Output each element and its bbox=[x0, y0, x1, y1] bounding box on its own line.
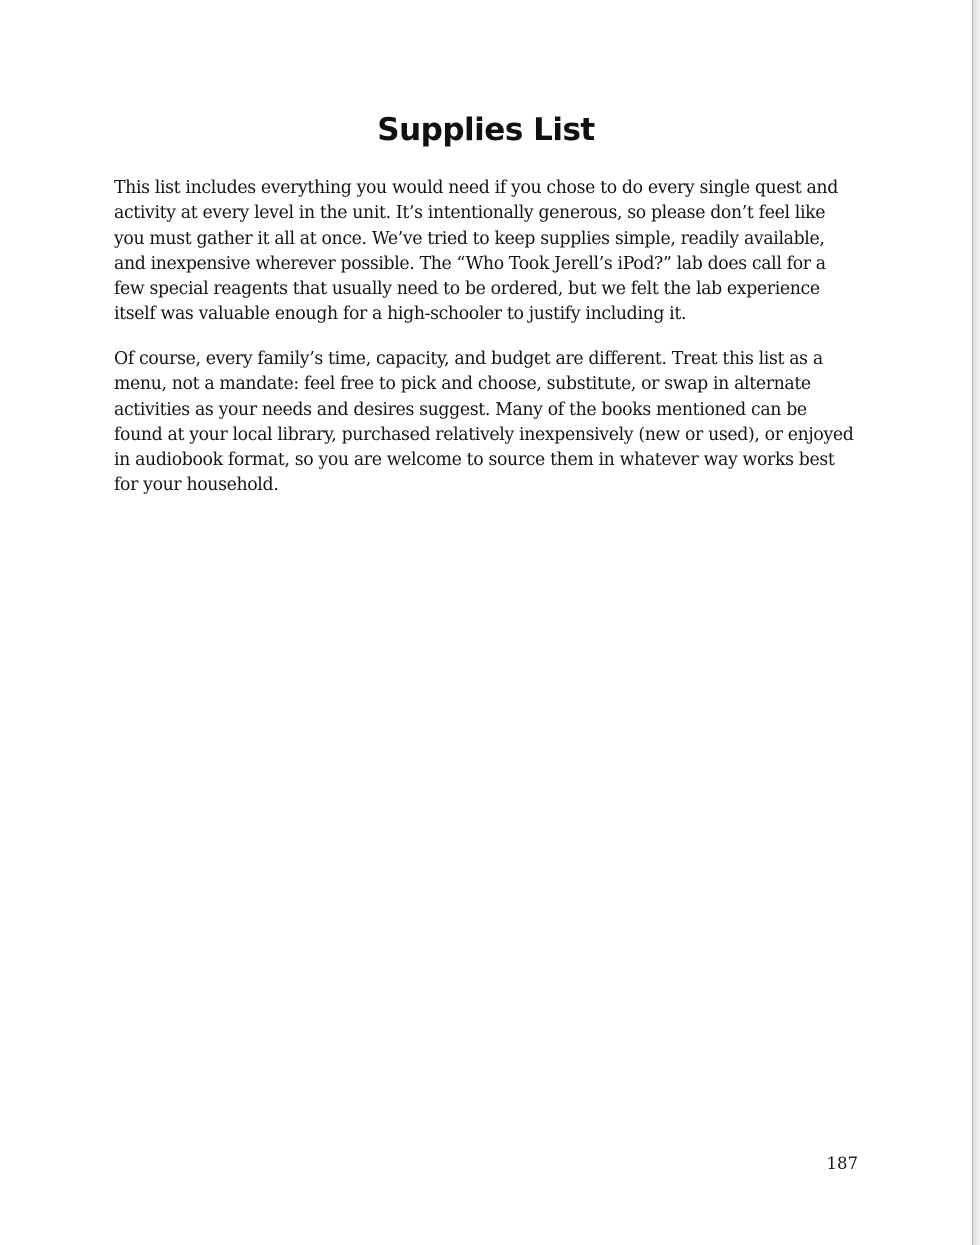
body-paragraph-2: Of course, every family’s time, capacity, and budget are different. Treat this list as a menu, not a mandate: feel free to pick and choose, substitute, or swap in alternate activities as your needs and desires suggest. Many of the books mentioned can be found at your local library, purchased relatively inexpensively (new or used), or enjoyed in audiobook format, so you are welcome to source them in whatever way works best for your household. bbox=[114, 349, 854, 496]
page-edge-shadow bbox=[973, 0, 980, 1245]
body-paragraph-1: This list includes everything you would need if you chose to do every single quest and activity at every level in the unit. It’s intentionally generous, so please don’t feel like you must gather it all at once. We’ve tried to keep supplies simple, readily available, and inexpensive wherever possible. The “Who Took Jerell’s iPod?” lab does call for a few special reagents that usually need to be ordered, but we felt the lab experience itself was valuable enough for a high-schooler to justify including it. bbox=[114, 178, 838, 325]
page-title: Supplies List bbox=[377, 112, 595, 148]
page-number: 187 bbox=[826, 1154, 858, 1173]
